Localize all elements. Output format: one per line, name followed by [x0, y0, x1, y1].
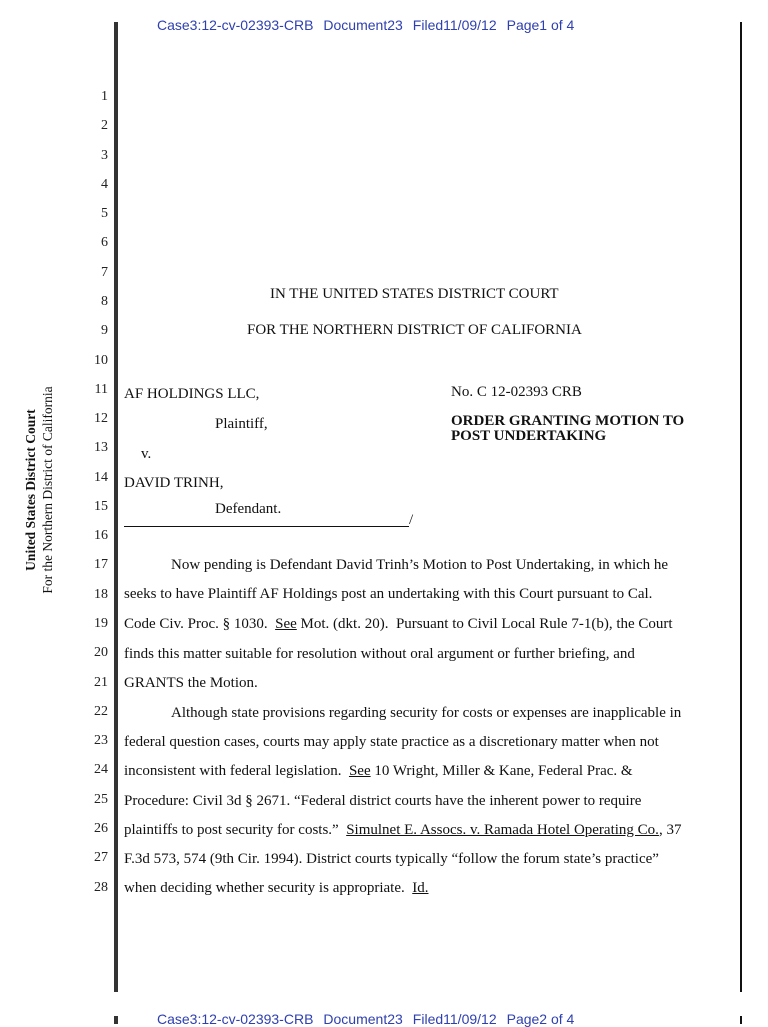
body-line-18: seeks to have Plaintiff AF Holdings post an undertaking with this Court pursuant to Cal. — [124, 586, 653, 602]
body-line-26 — [124, 822, 681, 839]
defendant-name: DAVID TRINH, — [124, 475, 224, 491]
line-number: 12 — [94, 411, 108, 427]
order-title-line-1: ORDER GRANTING MOTION TO — [451, 413, 685, 429]
case-number-header: Case3:12-cv-02393-CRB — [157, 1011, 314, 1027]
line-number: 24 — [94, 762, 108, 778]
body-line-28-start: when deciding whether security is appropriate. — [124, 880, 413, 896]
court-title: IN THE UNITED STATES DISTRICT COURT — [270, 286, 559, 302]
court-sidebar — [22, 350, 62, 630]
line-number: 15 — [94, 498, 108, 514]
citation-signal-see: See — [348, 763, 371, 779]
line-number: 7 — [101, 264, 108, 280]
plaintiff-name: AF HOLDINGS LLC, — [124, 386, 260, 402]
page-number-header: Page2 of 4 — [506, 1011, 575, 1027]
line-number: 9 — [101, 323, 108, 339]
line-number: 4 — [101, 176, 108, 192]
document-number-header: Document23 — [323, 1011, 403, 1027]
case-number: No. C 12-02393 CRB — [451, 384, 582, 400]
line-number: 17 — [94, 557, 108, 573]
right-margin-rule — [740, 22, 742, 992]
defendant-role: Defendant. — [215, 501, 282, 517]
line-number: 21 — [94, 674, 108, 690]
body-line-19 — [124, 616, 673, 633]
document-number-header: Document23 — [323, 17, 403, 33]
body-line-22: Although state provisions regarding security for costs or expenses are inapplicable in — [171, 705, 682, 721]
line-number: 5 — [101, 206, 108, 222]
case-citation: Simulnet E. Assocs. v. Ramada Hotel Operating Co. — [346, 822, 659, 838]
line-number: 8 — [101, 293, 108, 309]
line-number: 20 — [94, 645, 108, 661]
versus: v. — [141, 446, 152, 462]
order-title-line-2: POST UNDERTAKING — [451, 428, 607, 444]
court-district: FOR THE NORTHERN DISTRICT OF CALIFORNIA — [247, 322, 582, 338]
line-number: 1 — [101, 89, 108, 104]
body-line-20: finds this matter suitable for resolution without oral argument or further briefing, and — [124, 646, 635, 662]
page2-right-rule — [740, 1016, 742, 1024]
body-line-27: F.3d 573, 574 (9th Cir. 1994). District courts typically “follow the forum state’s practice” — [124, 851, 659, 867]
line-number: 14 — [94, 469, 108, 485]
page2-left-rule — [114, 1016, 118, 1024]
sidebar-court-name: United States District Court — [23, 409, 38, 571]
line-number: 19 — [94, 616, 108, 632]
body-line-24-start: inconsistent with federal legislation. — [124, 763, 349, 779]
line-number: 11 — [94, 381, 108, 397]
line-number: 26 — [94, 821, 108, 836]
body-line-28 — [124, 880, 429, 897]
line-number: 25 — [94, 791, 108, 807]
body-line-17: Now pending is Defendant David Trinh’s Motion to Post Undertaking, in which he — [171, 557, 669, 573]
body-line-26-end: , 37 — [658, 822, 682, 838]
body-line-23: federal question cases, courts may apply state practice as a discretionary matter when not — [124, 734, 659, 750]
line-number: 13 — [94, 440, 108, 456]
page-header — [157, 17, 584, 33]
line-number: 10 — [94, 352, 108, 368]
line-number: 27 — [94, 850, 108, 866]
line-number: 6 — [101, 235, 108, 251]
body-line-19-end: Mot. (dkt. 20). Pursuant to Civil Local Rule 7-1(b), the Court — [296, 616, 673, 632]
filed-date-header: Filed11/09/12 — [412, 17, 497, 33]
line-number: 23 — [94, 733, 108, 749]
sidebar-district: For the Northern District of California — [40, 386, 55, 594]
body-line-21: GRANTS the Motion. — [124, 675, 258, 691]
line-number: 3 — [101, 147, 108, 163]
case-number-header: Case3:12-cv-02393-CRB — [157, 17, 314, 33]
page2-header — [157, 1011, 584, 1027]
line-number: 2 — [101, 118, 108, 134]
body-line-19-start: Code Civ. Proc. § 1030. — [124, 616, 276, 632]
body-line-25: Procedure: Civil 3d § 2671. “Federal district courts have the inherent power to require — [124, 793, 642, 809]
line-number: 18 — [94, 586, 108, 602]
caption-slash: / — [409, 512, 414, 528]
body-line-24 — [124, 763, 633, 780]
body-line-26-start: plaintiffs to post security for costs.” — [124, 822, 347, 838]
line-number: 28 — [94, 879, 108, 895]
body-line-24-end: 10 Wright, Miller & Kane, Federal Prac. & — [370, 763, 633, 779]
caption-rule — [124, 526, 409, 527]
page-number-header: Page1 of 4 — [506, 17, 575, 33]
line-number: 22 — [94, 703, 108, 719]
line-number: 16 — [94, 528, 108, 544]
citation-signal-see: See — [275, 616, 297, 632]
left-margin-rule — [114, 22, 118, 992]
plaintiff-role: Plaintiff, — [215, 416, 268, 432]
filed-date-header: Filed11/09/12 — [412, 1011, 497, 1027]
citation-id: Id. — [412, 880, 429, 896]
